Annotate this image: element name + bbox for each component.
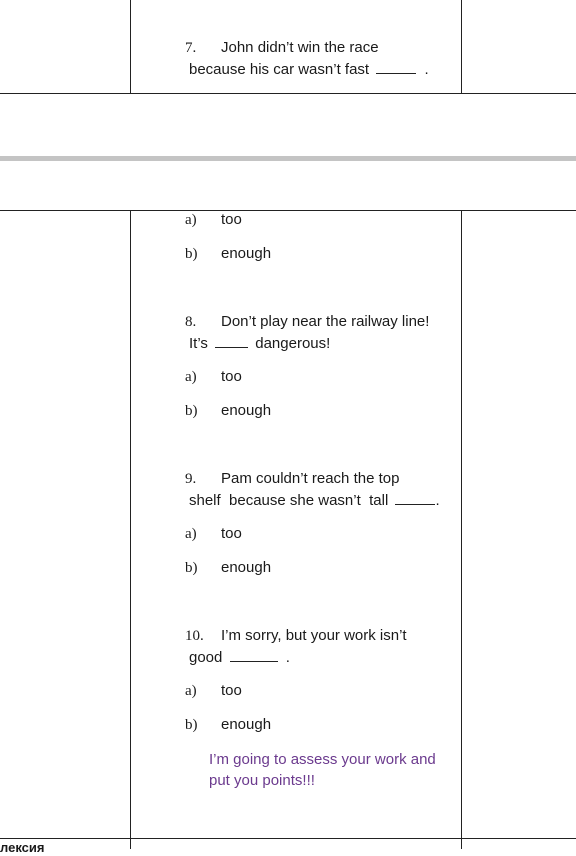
table-col-divider-right (461, 0, 462, 93)
option-a-marker: a) (185, 683, 197, 699)
option-a-text: too (221, 525, 242, 542)
question-8-number: 8. (185, 314, 197, 330)
teacher-note-line2: put you points!!! (209, 772, 315, 789)
question-7-number: 7. (185, 40, 197, 56)
answer-blank (230, 649, 278, 662)
table-bottom-border (0, 93, 576, 94)
option-a-marker: a) (185, 212, 197, 228)
teacher-note (209, 749, 436, 791)
option-b-text: enough (221, 716, 272, 733)
table-col-divider-right (461, 210, 462, 849)
answer-blank (376, 61, 416, 74)
question-7-line2: because his car wasn’t fast . (189, 61, 429, 78)
question-9-line2: shelf because she wasn’t tall . (189, 492, 440, 509)
option-b-marker: b) (185, 717, 198, 733)
option-b-marker: b) (185, 560, 198, 576)
option-b-text: enough (221, 559, 272, 576)
table-row-border (0, 838, 576, 839)
question-10-line1: I’m sorry, but your work isn’t (221, 627, 407, 644)
option-b-marker: b) (185, 403, 198, 419)
table-col-divider-left (130, 210, 131, 849)
question-9-line1: Pam couldn’t reach the top (221, 470, 400, 487)
question-8-line2: It’s dangerous! (189, 335, 331, 352)
answer-blank (395, 492, 435, 505)
page-separator (0, 156, 576, 161)
table-col-divider-left (130, 0, 131, 93)
next-row-label: лексия (0, 840, 45, 855)
option-a-text: too (221, 368, 242, 385)
question-8-line1: Don’t play near the railway line! (221, 313, 430, 330)
question-9-number: 9. (185, 471, 197, 487)
option-a-text: too (221, 682, 242, 699)
teacher-note-line1: I’m going to assess your work and (209, 751, 436, 768)
option-a-marker: a) (185, 369, 197, 385)
question-10-line2: good . (189, 649, 290, 666)
option-b-text: enough (221, 402, 272, 419)
option-b-marker: b) (185, 246, 198, 262)
option-a-marker: a) (185, 526, 197, 542)
table-top-border (0, 210, 576, 211)
question-10-number: 10. (185, 628, 204, 644)
option-b-text: enough (221, 245, 272, 262)
option-a-text: too (221, 211, 242, 228)
answer-blank (215, 335, 248, 348)
question-7-line1: John didn’t win the race (221, 39, 379, 56)
